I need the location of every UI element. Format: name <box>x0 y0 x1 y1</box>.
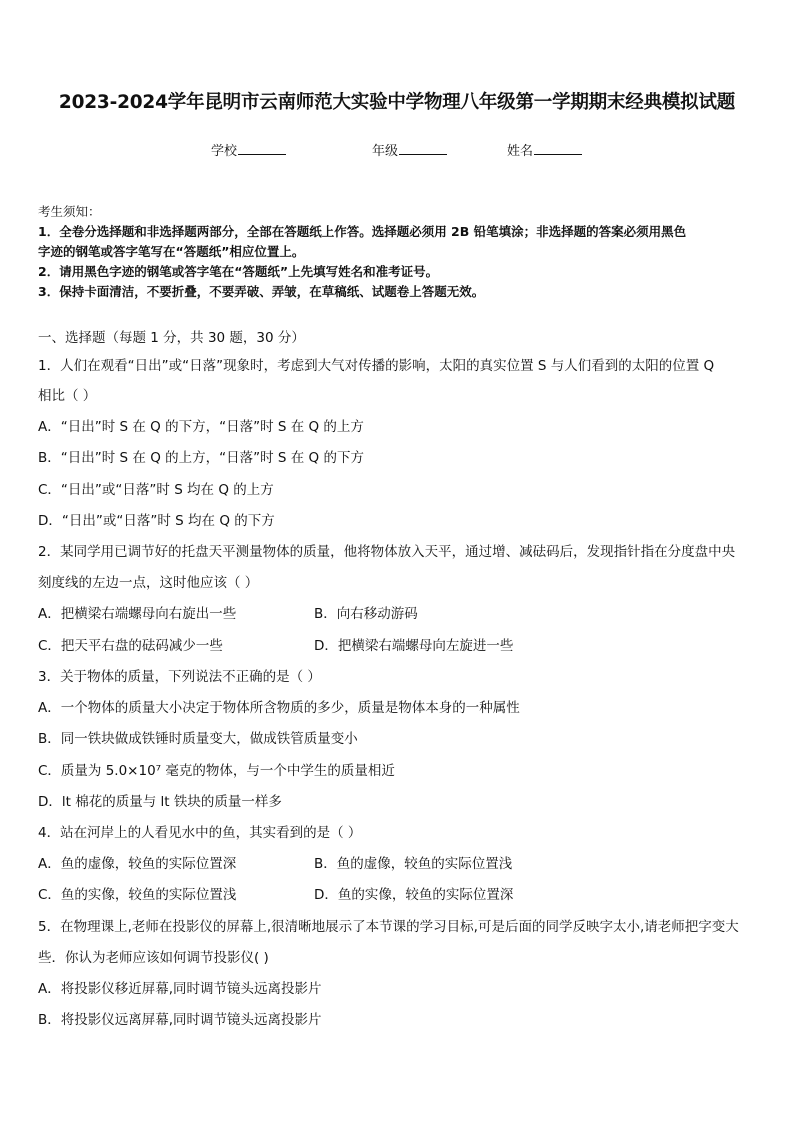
question-1-option-b: B．“日出”时 S 在 Q 的上方，“日落”时 S 在 Q 的下方 <box>38 450 364 466</box>
name-field <box>507 140 582 159</box>
question-1-stem-cont: 相比（ ） <box>38 388 97 404</box>
notice-item: 2．请用黑色字迹的钢笔或答字笔在“答题纸”上先填写姓名和准考证号。 <box>38 264 439 279</box>
grade-field <box>372 140 447 159</box>
school-blank <box>238 141 286 155</box>
question-1-option-d: D．“日出”或“日落”时 S 均在 Q 的下方 <box>38 513 275 529</box>
question-2-option-d: D．把横梁右端螺母向左旋进一些 <box>314 638 514 654</box>
question-2-stem-cont: 刻度线的左边一点，这时他应该（ ） <box>38 575 259 591</box>
question-2-option-b: B．向右移动游码 <box>314 606 418 622</box>
grade-label: 年级 <box>372 144 399 159</box>
name-label: 姓名 <box>507 144 534 159</box>
question-4-stem: 4．站在河岸上的人看见水中的鱼，其实看到的是（ ） <box>38 825 362 841</box>
notice-item: 1．全卷分选择题和非选择题两部分，全部在答题纸上作答。选择题必须用 2B 铅笔填涂；非选择题的答案必须用黑色 <box>38 224 687 239</box>
name-blank <box>534 141 582 155</box>
question-4-options-row-1 <box>38 852 513 872</box>
notice-item: 字迹的钢笔或答字笔写在“答题纸”相应位置上。 <box>38 244 305 259</box>
question-2-option-a: A．把横梁右端螺母向右旋出一些 <box>38 606 237 622</box>
question-5-option-b: B．将投影仪远离屏幕,同时调节镜头远离投影片 <box>38 1012 322 1028</box>
section-title: 一、选择题（每题 1 分，共 30 题，30 分） <box>38 330 305 346</box>
question-1-stem: 1．人们在观看“日出”或“日落”现象时，考虑到大气对传播的影响，太阳的真实位置 S 与人们看到的太阳的位置 Q <box>38 358 715 374</box>
question-4-options-row-2 <box>38 883 514 903</box>
student-info-row <box>0 140 794 160</box>
question-5-option-a: A．将投影仪移近屏幕,同时调节镜头远离投影片 <box>38 981 322 997</box>
grade-blank <box>399 141 447 155</box>
question-2-option-c: C．把天平右盘的砝码减少一些 <box>38 638 223 654</box>
exam-title: 2023-2024学年昆明市云南师范大实验中学物理八年级第一学期期末经典模拟试题 <box>58 92 736 113</box>
notice-item: 3．保持卡面清洁，不要折叠，不要弄破、弄皱，在草稿纸、试题卷上答题无效。 <box>38 284 485 299</box>
question-3-stem: 3．关于物体的质量，下列说法不正确的是（ ） <box>38 669 321 685</box>
question-4-option-d: D．鱼的实像，较鱼的实际位置深 <box>314 887 514 903</box>
question-1-option-a: A．“日出”时 S 在 Q 的下方，“日落”时 S 在 Q 的上方 <box>38 419 364 435</box>
notice-heading: 考生须知： <box>38 204 101 219</box>
question-4-option-b: B．鱼的虚像，较鱼的实际位置浅 <box>314 856 513 872</box>
question-2-options-row-1 <box>38 602 418 622</box>
question-4-option-a: A．鱼的虚像，较鱼的实际位置深 <box>38 856 237 872</box>
question-3-option-d: D．lt 棉花的质量与 lt 铁块的质量一样多 <box>38 794 282 810</box>
question-3-option-c: C．质量为 5.0×10⁷ 毫克的物体，与一个中学生的质量相近 <box>38 763 395 779</box>
question-2-options-row-2 <box>38 634 514 654</box>
question-5-stem-cont: 些．你认为老师应该如何调节投影仪( ) <box>38 950 269 966</box>
exam-notice <box>38 202 758 302</box>
question-4-option-c: C．鱼的实像，较鱼的实际位置浅 <box>38 887 237 903</box>
question-2-stem: 2．某同学用已调节好的托盘天平测量物体的质量，他将物体放入天平，通过增、减砝码后，发现指针指在分度盘中央 <box>38 544 736 560</box>
question-3-option-b: B．同一铁块做成铁锤时质量变大，做成铁管质量变小 <box>38 731 358 747</box>
question-3-option-a: A．一个物体的质量大小决定于物体所含物质的多少，质量是物体本身的一种属性 <box>38 700 520 716</box>
question-5-stem: 5．在物理课上,老师在投影仪的屏幕上,很清晰地展示了本节课的学习目标,可是后面的同学反映字太小,请老师把字变大 <box>38 919 739 935</box>
question-1-option-c: C．“日出”或“日落”时 S 均在 Q 的上方 <box>38 482 274 498</box>
school-field <box>211 140 286 159</box>
school-label: 学校 <box>211 144 238 159</box>
